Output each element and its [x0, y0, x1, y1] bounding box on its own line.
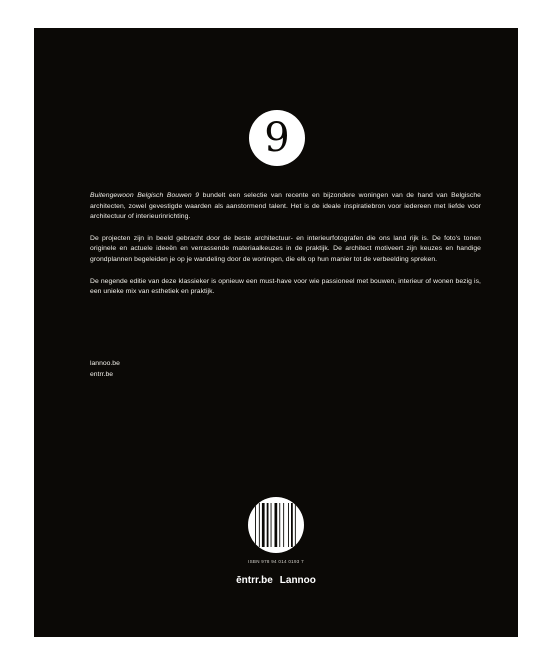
volume-number-badge: [249, 110, 305, 166]
barcode-bar: [288, 503, 289, 547]
barcode-bar: [271, 503, 272, 547]
book-title: Buitengewoon Belgisch Bouwen 9: [90, 192, 200, 199]
barcode-bar: [259, 503, 260, 547]
blurb-paragraph-3: De negende editie van deze klassieker is opnieuw een must-have voor wie passioneel met bouwen, interieur of wonen bezig is, een unieke mix van esthetiek en praktijk.: [90, 277, 481, 296]
barcode-bar: [291, 503, 293, 547]
barcode-bar: [255, 503, 256, 547]
barcode-bar: [275, 503, 278, 547]
blurb-paragraph-1-text: bundelt een selectie van recente en bijzondere woningen van de hand van Belgische architecten, zowel gevestigde waarden als aanstormend talent. Het is de ideale inspiratiebron voor iedereen met liefde voor architectuur of interieurinrichting.: [90, 192, 481, 221]
barcode: [248, 497, 304, 553]
website-links: [90, 359, 120, 380]
barcode-bar: [283, 503, 284, 547]
isbn-number: ISBN 978 94 014 0193 7: [248, 559, 304, 564]
link-entrr[interactable]: entrr.be: [90, 370, 114, 378]
publisher-logos: [34, 575, 518, 586]
barcode-bar: [267, 503, 269, 547]
blurb: [90, 191, 481, 309]
barcode-bar: [262, 503, 265, 547]
blurb-paragraph-1: [90, 191, 481, 223]
barcode-bar: [279, 503, 280, 547]
barcode-bar: [295, 503, 296, 547]
link-lannoo[interactable]: lannoo.be: [90, 360, 120, 367]
back-cover: [34, 28, 518, 637]
lannoo-logo: Lannoo: [279, 575, 316, 586]
barcode-graphic: [248, 497, 304, 553]
volume-number: 9: [264, 115, 290, 161]
entrr-logo: ēntrr.be: [236, 575, 273, 586]
blurb-paragraph-2: De projecten zijn in beeld gebracht door de beste architectuur- en interieurfotografen die ons land rijk is. De foto's tonen originele en actuele ideeën en verrassende materiaalkeuzes in de praktijk. De architect motiveert zijn keuzes en handige grondplannen begeleiden je op je wandeling door de woningen, die elk op hun manier tot de verbeelding spreken.: [90, 234, 481, 263]
